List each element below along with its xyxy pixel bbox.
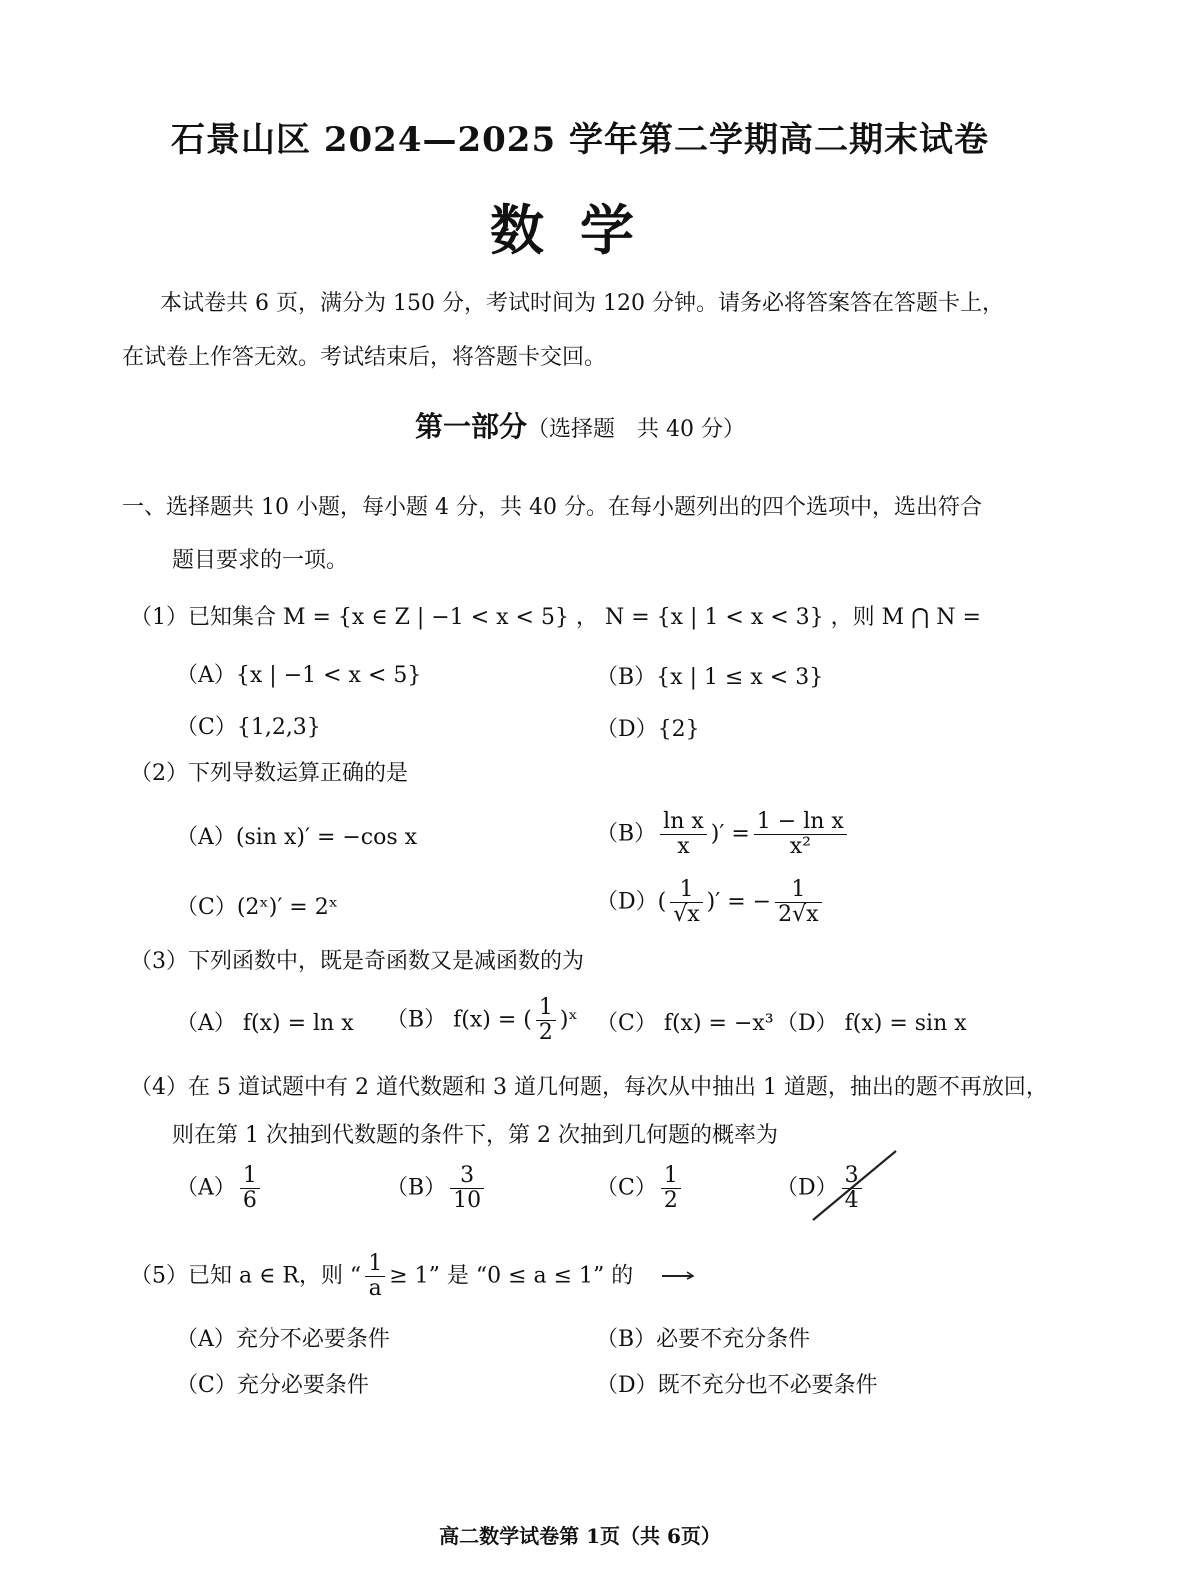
- q3-option-a: （A） f(x) = ln x: [176, 1011, 354, 1036]
- fraction-den: a: [368, 1276, 382, 1302]
- part1-title: 第一部分: [415, 410, 528, 443]
- page-footer: 高二数学试卷第 1页（共 6页）: [439, 1524, 721, 1548]
- fraction: [450, 1164, 484, 1213]
- slash-stroke: [813, 1151, 896, 1220]
- fraction-den: x: [677, 834, 690, 860]
- fraction: [670, 878, 702, 927]
- fraction-den: 2: [538, 1020, 553, 1046]
- fraction: [365, 1252, 385, 1301]
- q2-option-b-label: （B）: [596, 821, 657, 847]
- part1-heading: [0, 405, 1160, 445]
- q2-option-a: （A）(sin x)′ = −cos x: [176, 825, 418, 850]
- q3-option-b-label: （B） f(x) = (: [386, 1007, 532, 1033]
- q4-option-a-label: （A）: [176, 1175, 236, 1201]
- fraction-num: 1 − ln x: [754, 810, 847, 835]
- q3-option-b-tail: )ˣ: [559, 1007, 578, 1033]
- q5-option-b: （B）必要不充分条件: [596, 1327, 811, 1352]
- q2-option-b: [596, 810, 851, 859]
- exam-title: 石景山区 2024—2025 学年第二学期高二期末试卷: [171, 120, 989, 160]
- fraction-den: x²: [789, 834, 811, 860]
- q4-stem-line-1: （4）在 5 道试题中有 2 道代数题和 3 道几何题，每次从中抽出 1 道题，抽出的题不再放回，: [130, 1075, 1048, 1100]
- fraction: [661, 1164, 681, 1213]
- q4-option-a: [176, 1164, 264, 1213]
- q3-stem: （3）下列函数中，既是奇函数又是减函数的为: [130, 949, 584, 974]
- fraction: [775, 878, 821, 927]
- q2-stem: （2）下列导数运算正确的是: [130, 761, 408, 786]
- q2-option-d: [596, 878, 826, 927]
- fraction: [754, 810, 847, 859]
- q5-option-c: （C）充分必要条件: [176, 1373, 369, 1398]
- q1-option-c: （C）{1,2,3}: [176, 715, 321, 740]
- q1-option-b: （B）{x | 1 ≤ x < 3}: [596, 665, 824, 690]
- fraction-num: 1: [240, 1164, 260, 1189]
- fraction: [536, 996, 556, 1045]
- fraction-den: √x: [673, 902, 700, 928]
- q3-option-b: [386, 996, 578, 1045]
- handwritten-slash-mark: [808, 1148, 903, 1223]
- q1-stem: （1）已知集合 M = {x ∈ Z | −1 < x < 5} ， N = {x | 1 < x < 3} ，则 M ⋂ N =: [130, 605, 981, 630]
- q5-stem-pre: （5）已知 a ∈ R，则 “: [130, 1263, 362, 1289]
- q4-option-c: [596, 1164, 685, 1213]
- q1-option-a: （A）{x | −1 < x < 5}: [176, 663, 422, 688]
- q2-option-c: （C）(2ˣ)′ = 2ˣ: [176, 895, 339, 920]
- fraction-num: 1: [365, 1252, 385, 1277]
- q4-option-b-label: （B）: [386, 1175, 447, 1201]
- q4-option-c-label: （C）: [596, 1175, 657, 1201]
- q4-option-d-label: （D）: [776, 1175, 838, 1201]
- fraction: [240, 1164, 260, 1213]
- q5-option-a: （A）充分不必要条件: [176, 1327, 390, 1352]
- fraction-den: 4: [844, 1188, 859, 1214]
- fraction-num: 1: [661, 1164, 681, 1189]
- fraction-num: 1: [775, 878, 821, 903]
- fraction-den: 6: [242, 1188, 257, 1214]
- fraction: [660, 810, 707, 859]
- fraction-num: 3: [842, 1164, 862, 1189]
- q2-option-d-label: （D）(: [596, 889, 667, 915]
- fraction-num: 3: [450, 1164, 484, 1189]
- answer-blank-mark: [660, 1268, 698, 1282]
- q5-stem-post: ≥ 1” 是 “0 ≤ a ≤ 1” 的: [389, 1263, 634, 1289]
- part1-note: （选择题 共 40 分）: [527, 417, 745, 442]
- q2-option-d-mid: )′ = −: [706, 889, 772, 915]
- q4-stem-line-2: 则在第 1 次抽到代数题的条件下，第 2 次抽到几何题的概率为: [172, 1123, 778, 1148]
- q2-option-b-mid: )′ =: [710, 821, 750, 847]
- section-instruction-1: 一、选择题共 10 小题，每小题 4 分，共 40 分。在每小题列出的四个选项中，选出符合: [122, 495, 982, 520]
- q5-option-d: （D）既不充分也不必要条件: [596, 1373, 878, 1398]
- q3-option-c: （C） f(x) = −x³: [596, 1011, 774, 1036]
- q1-option-d: （D）{2}: [596, 717, 700, 742]
- q4-option-b: [386, 1164, 488, 1213]
- fraction-den: 2√x: [778, 902, 819, 928]
- fraction-num: 1: [536, 996, 556, 1021]
- section-instruction-2: 题目要求的一项。: [172, 548, 349, 573]
- intro-line-2: 在试卷上作答无效。考试结束后，将答题卡交回。: [122, 345, 607, 370]
- intro-line-1: 本试卷共 6 页，满分为 150 分，考试时间为 120 分钟。请务必将答案答在答题卡上，: [160, 291, 1004, 316]
- fraction-den: 2: [663, 1188, 678, 1214]
- fraction-num: 1: [670, 878, 702, 903]
- q3-option-d: （D） f(x) = sin x: [776, 1011, 967, 1036]
- fraction-den: 10: [453, 1188, 482, 1214]
- subject-title: 数学: [490, 198, 670, 262]
- q5-stem: [130, 1252, 633, 1301]
- fraction-num: ln x: [660, 810, 707, 835]
